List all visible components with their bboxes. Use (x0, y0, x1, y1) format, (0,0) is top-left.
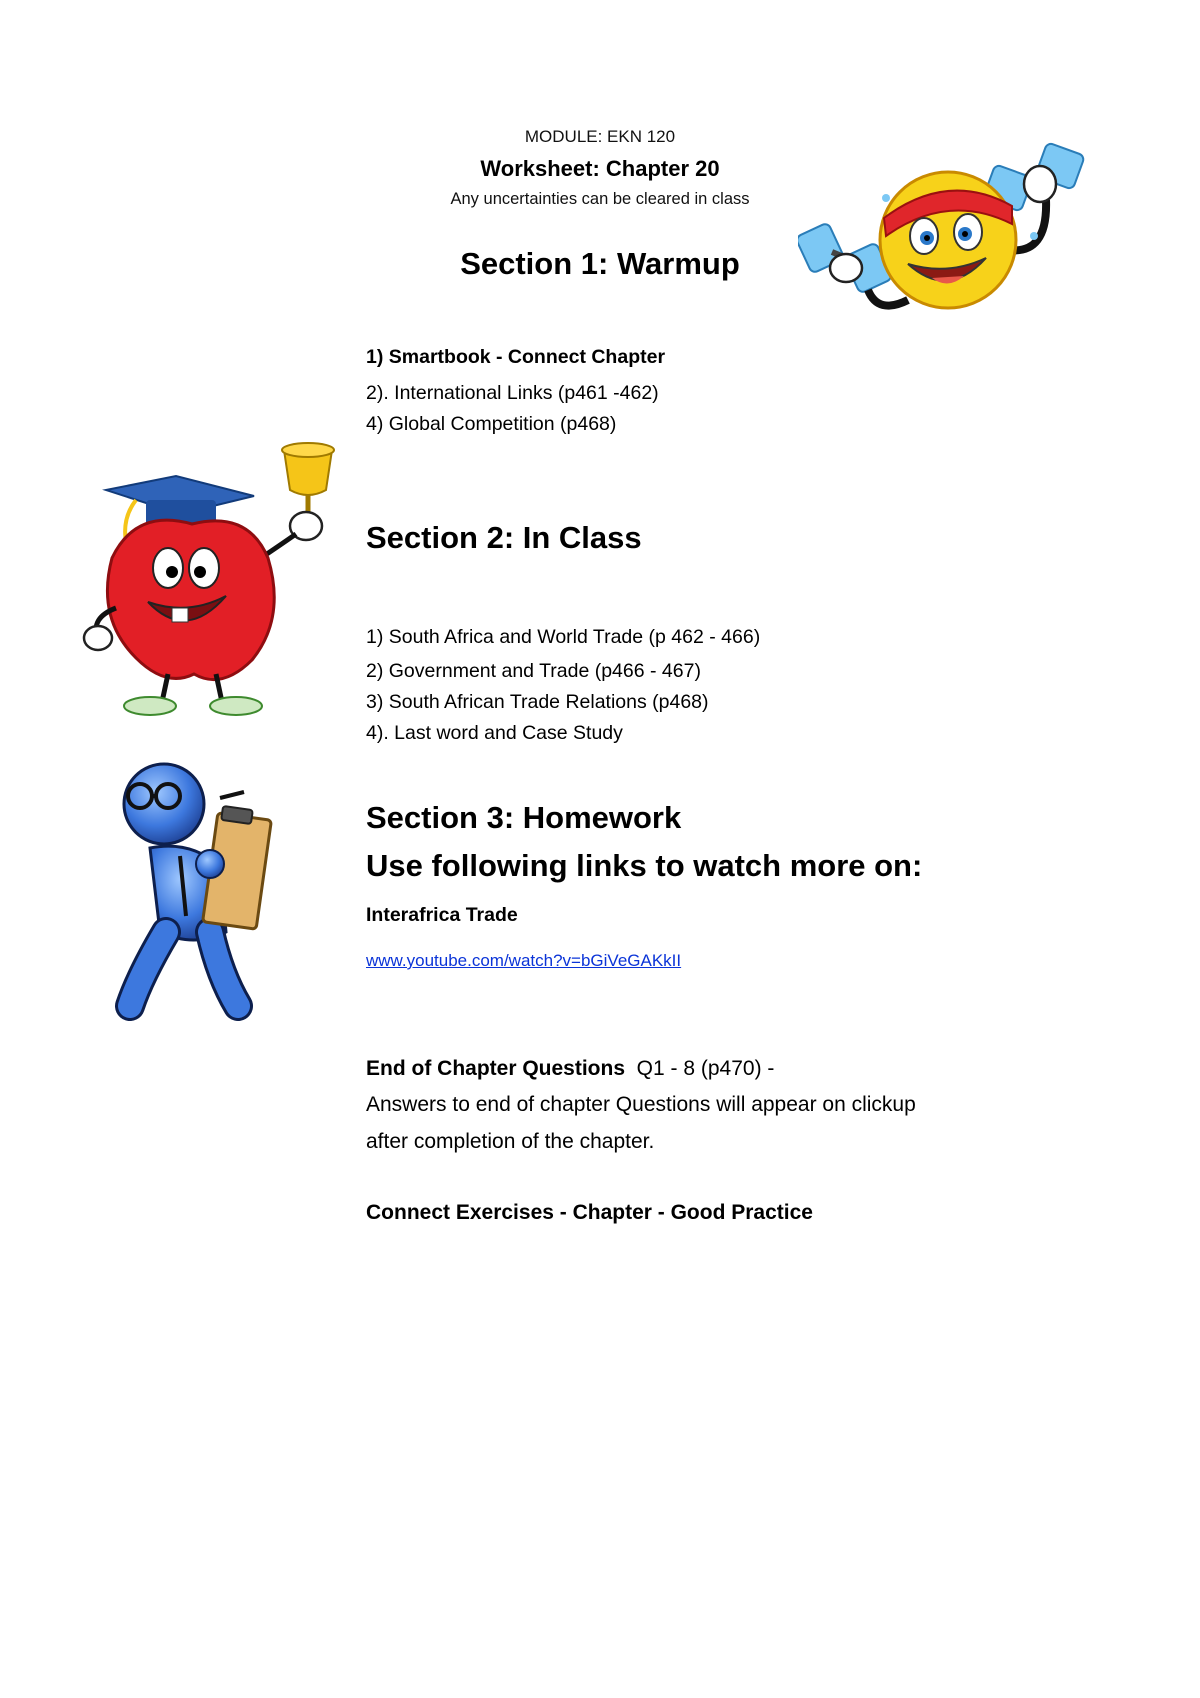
homework-topic: Interafrica Trade (366, 904, 518, 926)
inclass-item-4: 4). Last word and Case Study (366, 722, 623, 744)
worksheet-title: Worksheet: Chapter 20 (480, 156, 720, 181)
section-3-subheading: Use following links to watch more on: (366, 848, 923, 883)
eoc-detail: Q1 - 8 (p470) - (625, 1057, 775, 1080)
section-1-heading: Section 1: Warmup (460, 246, 740, 281)
inclass-item-2: 2) Government and Trade (p466 - 467) (366, 660, 701, 682)
graduate-apple-bell-icon (76, 438, 346, 718)
smiley-weightlifter-icon (798, 140, 1098, 340)
section-2-heading: Section 2: In Class (366, 520, 642, 555)
warmup-item-1: 1) Smartbook - Connect Chapter (366, 346, 666, 368)
section-3-heading: Section 3: Homework (366, 800, 682, 835)
worksheet-subtitle: Any uncertainties can be cleared in class (450, 190, 750, 208)
answers-line-2: after completion of the chapter. (366, 1130, 655, 1153)
answers-line-1: Answers to end of chapter Questions will appear on clickup (366, 1093, 916, 1116)
eoc-label: End of Chapter Questions (366, 1057, 626, 1080)
end-of-chapter-questions (366, 1057, 774, 1081)
warmup-item-2: 2). International Links (p461 -462) (366, 382, 659, 404)
blue-figure-clipboard-icon (110, 756, 280, 1026)
module-code: MODULE: EKN 120 (524, 127, 676, 146)
connect-exercises: Connect Exercises - Chapter - Good Practice (366, 1201, 813, 1224)
warmup-item-3: 4) Global Competition (p468) (366, 413, 617, 435)
youtube-link[interactable]: www.youtube.com/watch?v=bGiVeGAKkII (366, 951, 682, 970)
inclass-item-1: 1) South Africa and World Trade (p 462 - 466) (366, 626, 761, 648)
inclass-item-3: 3) South African Trade Relations (p468) (366, 691, 709, 713)
